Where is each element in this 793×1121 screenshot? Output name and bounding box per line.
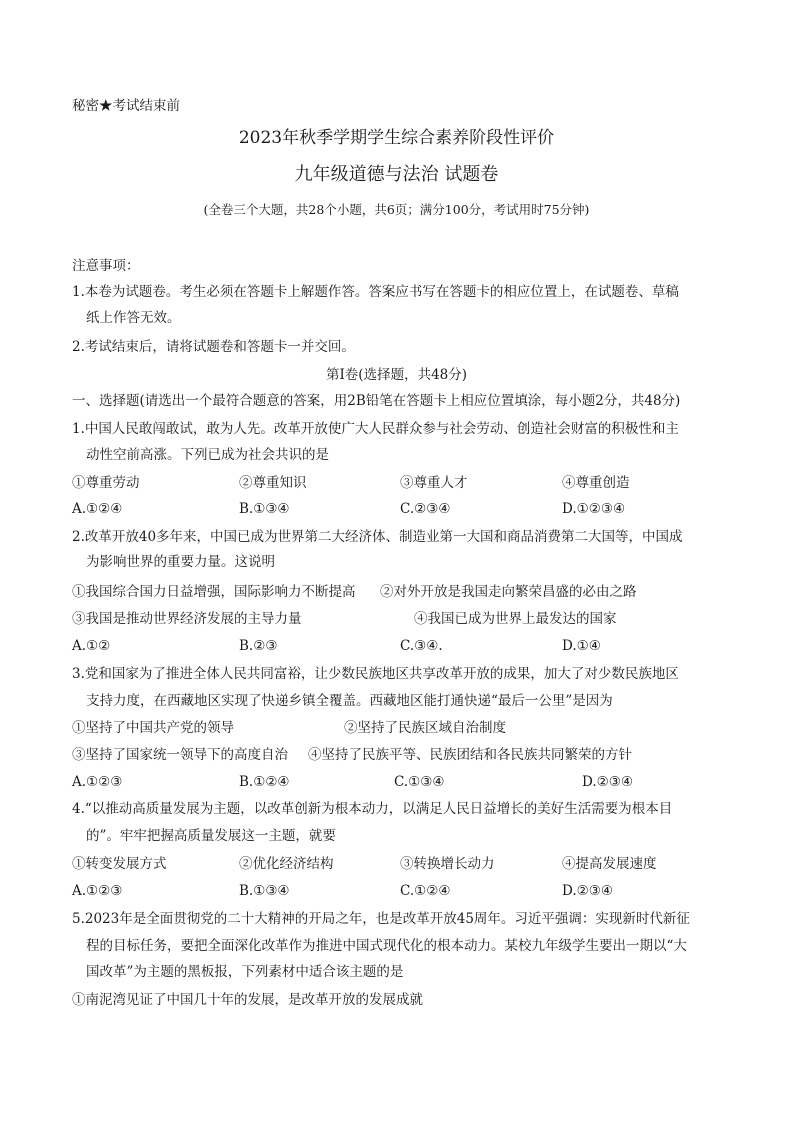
q4-statement-2: ②优化经济结构	[239, 856, 334, 872]
q3-statement-4: ④坚持了民族平等、民族团结和各民族共同繁荣的方针	[308, 747, 632, 763]
q1-statement-2: ②尊重知识	[239, 475, 307, 491]
q3-option-d[interactable]: D.②③④	[582, 774, 633, 790]
q2-option-d[interactable]: D.①④	[562, 638, 601, 654]
q2-statement-4: ④我国已成为世界上最发达的国家	[414, 611, 617, 627]
secret-label: 秘密★考试结束前	[72, 98, 180, 114]
q3-option-a[interactable]: A.①②③	[72, 774, 123, 790]
notice-heading: 注意事项：	[72, 258, 140, 274]
q2-statements-row2	[72, 610, 752, 628]
q2-stem-cont: 为影响世界的重要力量。这说明	[86, 554, 275, 570]
exam-subtitle: (全卷三个大题，共28个小题，共6页；满分100分，考试用时75分钟)	[203, 202, 590, 217]
q4-stem-cont: 的”。牢牢把握高质量发展这一主题，就要	[86, 828, 336, 844]
q3-statement-1: ①坚持了中国共产党的领导	[72, 720, 234, 736]
q3-choices	[72, 773, 752, 791]
q4-statement-4: ④提高发展速度	[562, 856, 657, 872]
q4-option-d[interactable]: D.②③④	[562, 883, 613, 899]
q4-stem: 4.“以推动高质量发展为主题，以改革创新为根本动力，以满足人民日益增长的美好生活需要为根本目	[72, 801, 673, 817]
q3-statement-3: ③坚持了国家统一领导下的高度自治	[72, 747, 288, 763]
q1-stem-cont: 动性空前高涨。下列已成为社会共识的是	[86, 447, 329, 463]
q4-statements	[72, 855, 752, 873]
q2-option-a[interactable]: A.①②	[72, 638, 111, 654]
notice-item-2: 2.考试结束后，请将试题卷和答题卡一并交回。	[72, 339, 355, 355]
q2-choices	[72, 637, 752, 655]
q3-option-b[interactable]: B.①②④	[239, 774, 290, 790]
q4-statement-3: ③转换增长动力	[400, 856, 495, 872]
q3-stem-cont: 支持力度，在西藏地区实现了快递乡镇全覆盖。西藏地区能打通快递“最后一公里”是因为	[86, 693, 613, 709]
q4-choices	[72, 882, 752, 900]
q1-statement-4: ④尊重创造	[562, 475, 630, 491]
q2-statements-row1	[72, 583, 752, 601]
q3-statement-2: ②坚持了民族区域自治制度	[344, 720, 506, 736]
exam-subject-title: 九年级道德与法治 试题卷	[294, 164, 499, 185]
q1-option-d[interactable]: D.①②③④	[562, 501, 626, 517]
q5-stem: 5.2023年是全面贯彻党的二十大精神的开局之年，也是改革开放45周年。习近平强调：实现新时代新征	[72, 911, 690, 927]
q2-statement-2: ②对外开放是我国走向繁荣昌盛的必由之路	[380, 584, 637, 600]
q4-option-c[interactable]: C.①②④	[400, 883, 451, 899]
q1-statement-1: ①尊重劳动	[72, 475, 140, 491]
q5-statement-1: ①南泥湾见证了中国几十年的发展，是改革开放的发展成就	[72, 992, 423, 1008]
exam-title: 2023年秋季学期学生综合素养阶段性评价	[238, 128, 555, 148]
q1-option-b[interactable]: B.①③④	[239, 501, 290, 517]
q1-choices	[72, 500, 752, 518]
q5-stem-cont-1: 程的目标任务，要把全面深化改革作为推进中国式现代化的根本动力。某校九年级学生要出一期以“大	[86, 938, 687, 954]
q2-statement-1: ①我国综合国力日益增强，国际影响力不断提高	[72, 584, 356, 600]
section-heading: 一、选择题(请选出一个最符合题意的答案，用2B铅笔在答题卡上相应位置填涂，每小题2分，共48分)	[72, 393, 681, 409]
q3-statements-row1	[72, 719, 752, 737]
q1-statements	[72, 474, 752, 492]
notice-item-1: 1.本卷为试题卷。考生必须在答题卡上解题作答。答案应书写在答题卡的相应位置上，在试题卷、草稿	[72, 284, 679, 300]
q1-statement-3: ③尊重人才	[400, 475, 468, 491]
q4-option-b[interactable]: B.①③④	[239, 883, 290, 899]
q1-option-a[interactable]: A.①②④	[72, 501, 123, 517]
part1-title: 第Ⅰ卷(选择题，共48分)	[325, 367, 468, 383]
q3-statements-row2	[72, 746, 752, 764]
q4-statement-1: ①转变发展方式	[72, 856, 167, 872]
q3-option-c[interactable]: C.①③④	[394, 774, 445, 790]
q1-stem: 1.中国人民敢闯敢试，敢为人先。改革开放使广大人民群众参与社会劳动、创造社会财富的积极性和主	[72, 421, 679, 437]
q4-option-a[interactable]: A.①②③	[72, 883, 123, 899]
q2-option-b[interactable]: B.②③	[239, 638, 278, 654]
q3-stem: 3.党和国家为了推进全体人民共同富裕，让少数民族地区共享改革开放的成果，加大了对少数民族地区	[72, 666, 679, 682]
notice-item-1-cont: 纸上作答无效。	[86, 310, 181, 326]
q2-option-c[interactable]: C.③④.	[400, 638, 443, 654]
q5-stem-cont-2: 国改革”为主题的黑板报，下列素材中适合该主题的是	[86, 964, 404, 980]
q2-statement-3: ③我国是推动世界经济发展的主导力量	[72, 611, 302, 627]
q1-option-c[interactable]: C.②③④	[400, 501, 451, 517]
q2-stem: 2.改革开放40多年来，中国已成为世界第二大经济体、制造业第一大国和商品消费第二大国等，中国成	[72, 529, 683, 545]
